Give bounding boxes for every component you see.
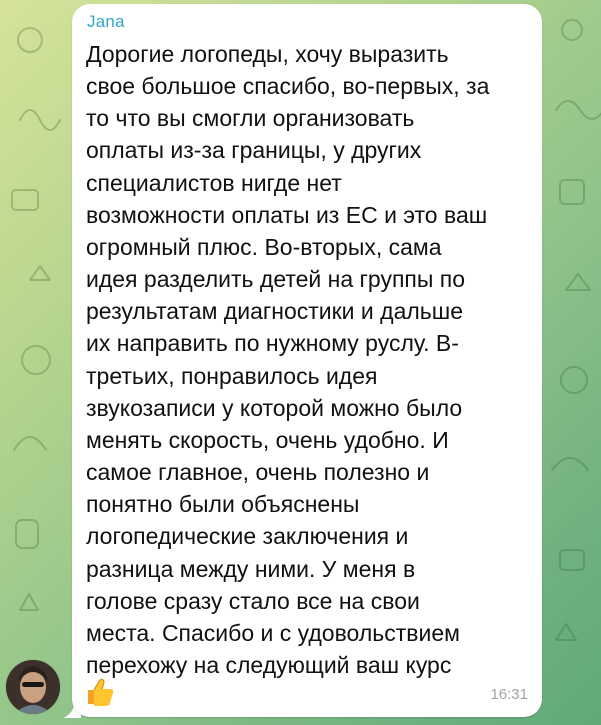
avatar[interactable] xyxy=(6,660,60,714)
sender-name[interactable]: Jana xyxy=(87,12,125,31)
avatar-photo xyxy=(6,660,60,714)
message-text: Дорогие логопеды, хочу выразить свое большое спасибо, во-первых, за то что вы смогли организовать оплаты из-за границы, у других специалистов нигде нет возможности оплаты из ЕС и это ваш огромный плюс. Во-вторых, сама идея разделить детей на группы по результатам диагностики и дальше их направить по нужному руслу. В- третьих, понравилось идея звукозаписи у которой можно было менять скорость, очень удобно. И самое главное, очень полезно и понятно были объяснены логопедические заключения и разница между ними. У меня в голове сразу стало все на свои места. Спасибо и с удовольствием перехожу на следующий ваш курс xyxy=(86,41,490,678)
message-timestamp: 16:31 xyxy=(490,686,528,703)
message-bubble[interactable] xyxy=(72,4,542,717)
thumbs-up-icon[interactable] xyxy=(84,676,116,708)
